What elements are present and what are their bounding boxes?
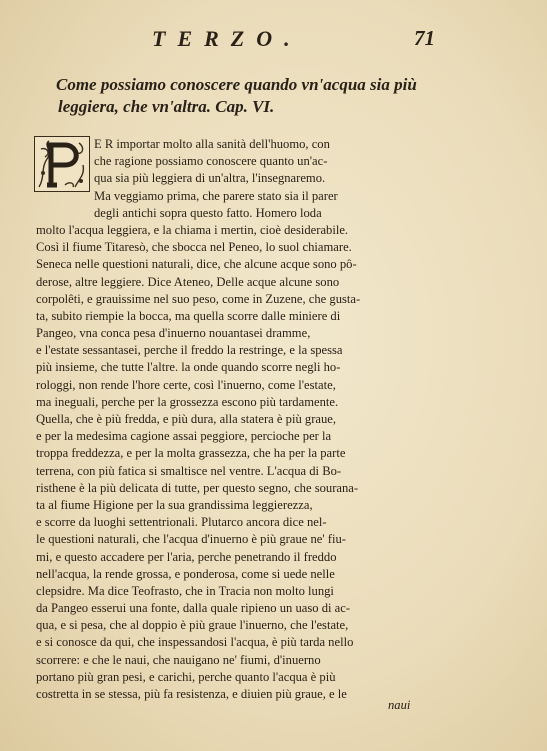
text-line: troppa freddezza, e per la molta grassezza, che ha per la parte: [36, 446, 346, 461]
text-line: degli antichi sopra questo fatto. Homero loda: [94, 205, 322, 220]
text-line: qua, e si pesa, che al doppio è più graue l'inuerno, che l'estate,: [36, 618, 349, 633]
text-line: mi, e questo accadere per l'aria, perche penetrando il freddo: [36, 549, 337, 564]
text-line: che ragione possiamo conoscere quanto un'ac-: [94, 154, 328, 169]
running-title: TERZO.: [152, 26, 302, 51]
text-line: clepsidre. Ma dice Teofrasto, che in Tracia non molto lungi: [36, 583, 334, 598]
text-line: rologgi, non rende l'hore certe, così l'inuerno, come l'estate,: [36, 377, 336, 392]
text-line: costretta in se stessa, più fa resistenza, e diuien più graue, e le: [36, 687, 347, 701]
text-line: nell'acqua, la rende grossa, e ponderosa, come si uede nelle: [36, 566, 335, 581]
page-number: 71: [414, 26, 435, 50]
text-line: e per la medesima cagione assai peggiore, percioche per la: [36, 429, 332, 444]
text-line: le questioni naturali, che l'acqua d'inuerno è più graue ne' fiu-: [36, 532, 346, 547]
text-line: terrena, con più fatica si smaltisce nel ventre. L'acqua di Bo-: [36, 463, 342, 478]
text-line: ma ineguali, perche per la grossezza escono più tardamente.: [36, 394, 339, 409]
text-line: qua sia più leggiera di un'altra, l'insegnaremo.: [94, 171, 326, 186]
chapter-heading-line-2: leggiera, che vn'altra. Cap. VI.: [58, 97, 275, 116]
text-line: Quella, che è più fredda, e più dura, alla statera è più graue,: [36, 412, 337, 426]
text-line: E R importar molto alla sanità dell'huomo, con: [94, 137, 330, 151]
text-line: e scorre da luoghi settentrionali. Plutarco ancora dice nel-: [36, 515, 327, 530]
text-line: ta, subito riempie la bocca, ma quella scorre dalle miniere di: [36, 308, 341, 323]
text-line: corpolêti, e grauissime nel suo peso, come in Zuzene, che gusta-: [36, 291, 361, 306]
text-line: Seneca nelle questioni naturali, dice, che alcune acque sono pô-: [36, 257, 357, 272]
text-line: derose, altre leggiere. Dice Ateneo, Delle acque alcune sono: [36, 274, 340, 289]
text-line: e l'estate sessantasei, perche il freddo la restringe, e la spessa: [36, 343, 343, 358]
text-line: ta al fiume Higione per la sua grandissima leggierezza,: [36, 497, 313, 512]
text-line: portano più gran pesi, e carichi, perche quanto l'acqua è più: [36, 669, 336, 684]
text-line: risthene è la più delicata di tutte, per questo segno, che sourana-: [36, 480, 359, 495]
text-line: più insieme, che tutte l'altre. la onde quando scorre negli ho-: [36, 360, 341, 375]
chapter-heading: [56, 74, 436, 118]
catchword: naui: [388, 698, 411, 712]
text-line: molto l'acqua leggiera, e la chiama i mertin, cioè desiderabile.: [36, 222, 349, 237]
text-line: scorrere: e che le naui, che nauigano ne' fiumi, d'inuerno: [36, 652, 321, 667]
text-line: Ma veggiamo prima, che parere stato sia il parer: [94, 188, 338, 203]
text-line: da Pangeo esserui una fonte, dalla quale ripieno un uaso di ac-: [36, 601, 351, 616]
chapter-heading-line-1: Come possiamo conoscere quando vn'acqua sia più: [56, 75, 417, 94]
text-line: e si conosce da qui, che inspessandosi l'acqua, è più tarda nello: [36, 635, 354, 650]
page-header: [0, 26, 547, 52]
text-line: Così il fiume Titaresò, che sbocca nel Peneo, lo suol chiamare.: [36, 240, 352, 255]
text-line: Pangeo, vna conca pesa d'inuerno nouantasei dramme,: [36, 326, 311, 341]
body-text: [36, 136, 446, 703]
